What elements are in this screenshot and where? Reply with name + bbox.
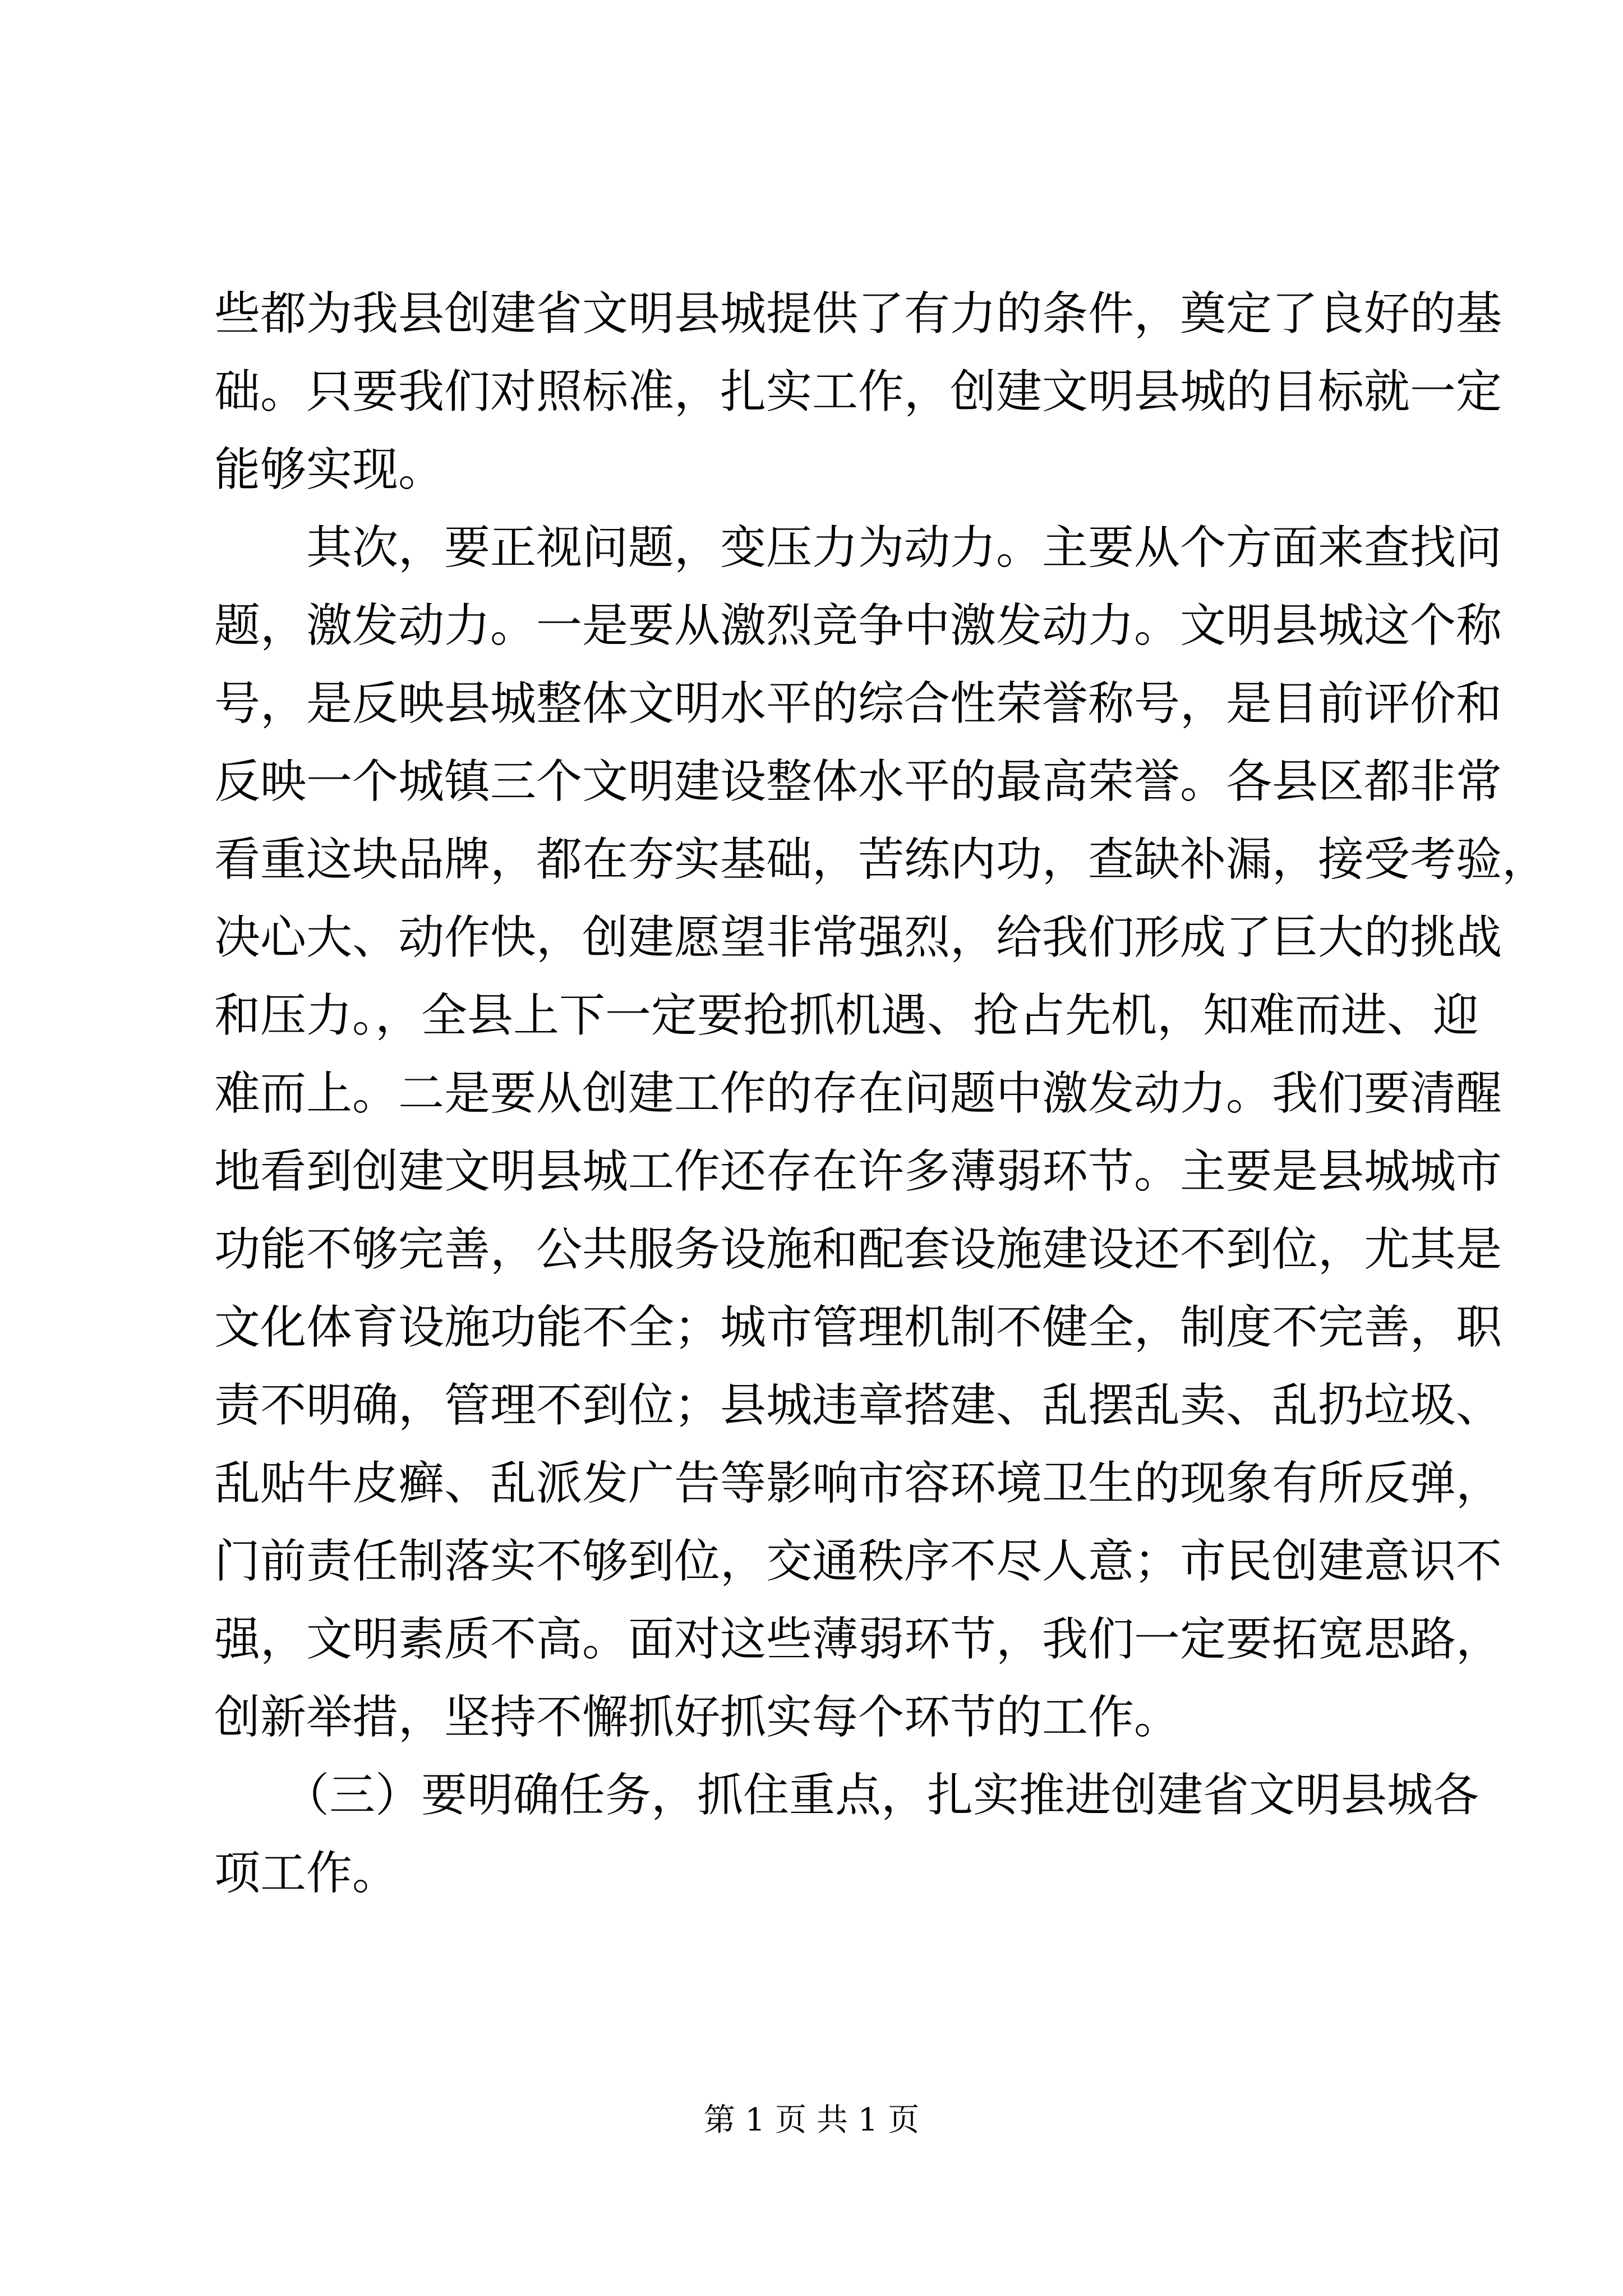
text-line: 决心大、动作快，创建愿望非常强烈，给我们形成了巨大的挑战 bbox=[214, 911, 1502, 964]
text-line: 地看到创建文明县城工作还存在许多薄弱环节。主要是县城城市 bbox=[214, 1145, 1502, 1198]
text-line: （三）要明确任务，抓住重点，扎实推进创建省文明县城各 bbox=[214, 1769, 1479, 1822]
text-line: 门前责任制落实不够到位，交通秩序不尽人意；市民创建意识不 bbox=[214, 1535, 1502, 1588]
text-line: 责不明确，管理不到位；县城违章搭建、乱摆乱卖、乱扔垃圾、 bbox=[214, 1379, 1502, 1432]
text-line: 能够实现。 bbox=[214, 443, 445, 496]
text-line: 和压力。，全县上下一定要抢抓机遇、抢占先机，知难而进、迎 bbox=[214, 989, 1479, 1042]
text-line: 强，文明素质不高。面对这些薄弱环节，我们一定要拓宽思路， bbox=[214, 1613, 1502, 1666]
text-line: 号，是反映县城整体文明水平的综合性荣誉称号，是目前评价和 bbox=[214, 677, 1502, 730]
text-line: 文化体育设施功能不全；城市管理机制不健全，制度不完善，职 bbox=[214, 1301, 1502, 1354]
text-line: 础。只要我们对照标准，扎实工作，创建文明县城的目标就一定 bbox=[214, 365, 1502, 418]
text-line: 创新举措，坚持不懈抓好抓实每个环节的工作。 bbox=[214, 1691, 1181, 1744]
text-line: 些都为我县创建省文明县城提供了有力的条件，奠定了良好的基 bbox=[214, 287, 1502, 341]
text-line: 乱贴牛皮癣、乱派发广告等影响市容环境卫生的现象有所反弹， bbox=[214, 1457, 1502, 1510]
text-line: 项工作。 bbox=[214, 1847, 399, 1900]
text-line: 题，激发动力。一是要从激烈竞争中激发动力。文明县城这个称 bbox=[214, 599, 1502, 652]
text-line: 反映一个城镇三个文明建设整体水平的最高荣誉。各县区都非常 bbox=[214, 755, 1502, 808]
text-line: 难而上。二是要从创建工作的存在问题中激发动力。我们要清醒 bbox=[214, 1067, 1502, 1120]
text-line: 看重这块品牌，都在夯实基础，苦练内功，查缺补漏，接受考验， bbox=[214, 833, 1548, 886]
text-line: 其次，要正视问题，变压力为动力。主要从个方面来查找问 bbox=[214, 521, 1502, 574]
text-line: 功能不够完善，公共服务设施和配套设施建设还不到位，尤其是 bbox=[214, 1223, 1502, 1276]
page-footer: 第 1 页 共 1 页 bbox=[703, 2102, 920, 2138]
